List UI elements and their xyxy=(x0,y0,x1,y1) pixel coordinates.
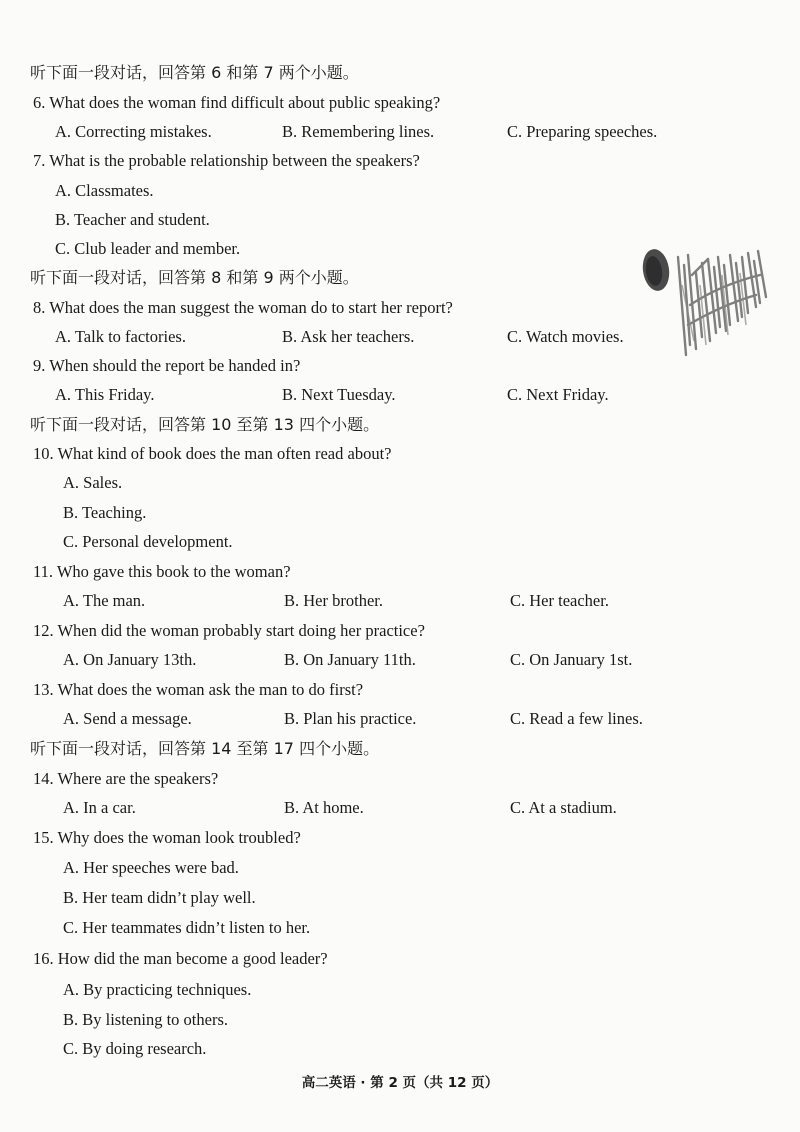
question-stem: 11. Who gave this book to the woman? xyxy=(33,562,291,581)
question-stem: 7. What is the probable relationship between the speakers? xyxy=(33,151,420,170)
question-12 xyxy=(0,616,800,646)
option-c: C. Preparing speeches. xyxy=(507,122,658,141)
question-10-option-b xyxy=(0,498,800,528)
question-14-options xyxy=(0,793,800,823)
option-a: A. Classmates. xyxy=(55,181,154,200)
option-b: B. Ask her teachers. xyxy=(282,327,415,346)
section-heading: 听下面一段对话，回答第 14 至第 17 四个小题。 xyxy=(30,739,380,758)
question-15-option-b xyxy=(0,883,800,913)
option-b: B. Remembering lines. xyxy=(282,122,435,141)
option-a: A. This Friday. xyxy=(55,385,155,404)
question-stem: 14. Where are the speakers? xyxy=(33,769,219,788)
option-b: B. At home. xyxy=(284,798,364,817)
option-a: A. On January 13th. xyxy=(63,650,197,669)
option-b: B. Her team didn’t play well. xyxy=(63,888,256,907)
question-stem: 10. What kind of book does the man often read about? xyxy=(33,444,392,463)
question-stem: 6. What does the woman find difficult about public speaking? xyxy=(33,93,441,112)
option-c: C. At a stadium. xyxy=(510,798,617,817)
option-a: A. In a car. xyxy=(63,798,136,817)
question-14 xyxy=(0,764,800,794)
option-b: B. On January 11th. xyxy=(284,650,416,669)
question-stem: 16. How did the man become a good leader? xyxy=(33,949,328,968)
pencil-scribble xyxy=(630,245,778,365)
question-stem: 12. When did the woman probably start doing her practice? xyxy=(33,621,425,640)
question-6 xyxy=(0,88,800,118)
question-13-options xyxy=(0,704,800,734)
option-c: C. Her teacher. xyxy=(510,591,609,610)
question-11-options xyxy=(0,586,800,616)
option-b: B. By listening to others. xyxy=(63,1010,228,1029)
option-c: C. Her teammates didn’t listen to her. xyxy=(63,918,311,937)
question-15-option-a xyxy=(0,853,800,883)
option-b: B. Plan his practice. xyxy=(284,709,417,728)
question-7-option-a xyxy=(0,176,800,206)
option-b: B. Teaching. xyxy=(63,503,147,522)
question-stem: 13. What does the woman ask the man to do first? xyxy=(33,680,364,699)
page-footer: 高二英语 · 第 2 页（共 12 页） xyxy=(301,1075,499,1091)
option-c: C. On January 1st. xyxy=(510,650,633,669)
question-15 xyxy=(0,823,800,853)
question-stem: 15. Why does the woman look troubled? xyxy=(33,828,301,847)
question-15-option-c xyxy=(0,913,800,943)
question-12-options xyxy=(0,645,800,675)
question-7 xyxy=(0,146,800,176)
question-6-options xyxy=(0,117,800,147)
option-b: B. Next Tuesday. xyxy=(282,385,396,404)
option-a: A. Her speeches were bad. xyxy=(63,858,239,877)
section-heading: 听下面一段对话，回答第 10 至第 13 四个小题。 xyxy=(30,415,380,434)
question-11 xyxy=(0,557,800,587)
option-c: C. Read a few lines. xyxy=(510,709,643,728)
question-9-options xyxy=(0,380,800,410)
option-a: A. Sales. xyxy=(63,473,123,492)
section-heading: 听下面一段对话，回答第 8 和第 9 两个小题。 xyxy=(30,268,359,287)
option-c: C. By doing research. xyxy=(63,1039,207,1058)
question-7-option-b xyxy=(0,205,800,235)
question-10 xyxy=(0,439,800,469)
question-16-option-b xyxy=(0,1005,800,1035)
option-a: A. The man. xyxy=(63,591,146,610)
option-a: A. By practicing techniques. xyxy=(63,980,252,999)
option-a: A. Talk to factories. xyxy=(55,327,186,346)
question-10-option-c xyxy=(0,527,800,557)
question-stem: 8. What does the man suggest the woman do to start her report? xyxy=(33,298,453,317)
option-a: A. Send a message. xyxy=(63,709,192,728)
option-c: C. Watch movies. xyxy=(507,327,624,346)
question-16-option-c xyxy=(0,1034,800,1064)
question-stem: 9. When should the report be handed in? xyxy=(33,356,301,375)
option-b: B. Her brother. xyxy=(284,591,383,610)
option-c: C. Next Friday. xyxy=(507,385,609,404)
option-c: C. Club leader and member. xyxy=(55,239,241,258)
question-10-option-a xyxy=(0,468,800,498)
option-a: A. Correcting mistakes. xyxy=(55,122,212,141)
option-c: C. Personal development. xyxy=(63,532,233,551)
question-16-option-a xyxy=(0,975,800,1005)
option-b: B. Teacher and student. xyxy=(55,210,210,229)
section-heading: 听下面一段对话，回答第 6 和第 7 两个小题。 xyxy=(30,63,359,82)
question-13 xyxy=(0,675,800,705)
question-16 xyxy=(0,944,800,974)
